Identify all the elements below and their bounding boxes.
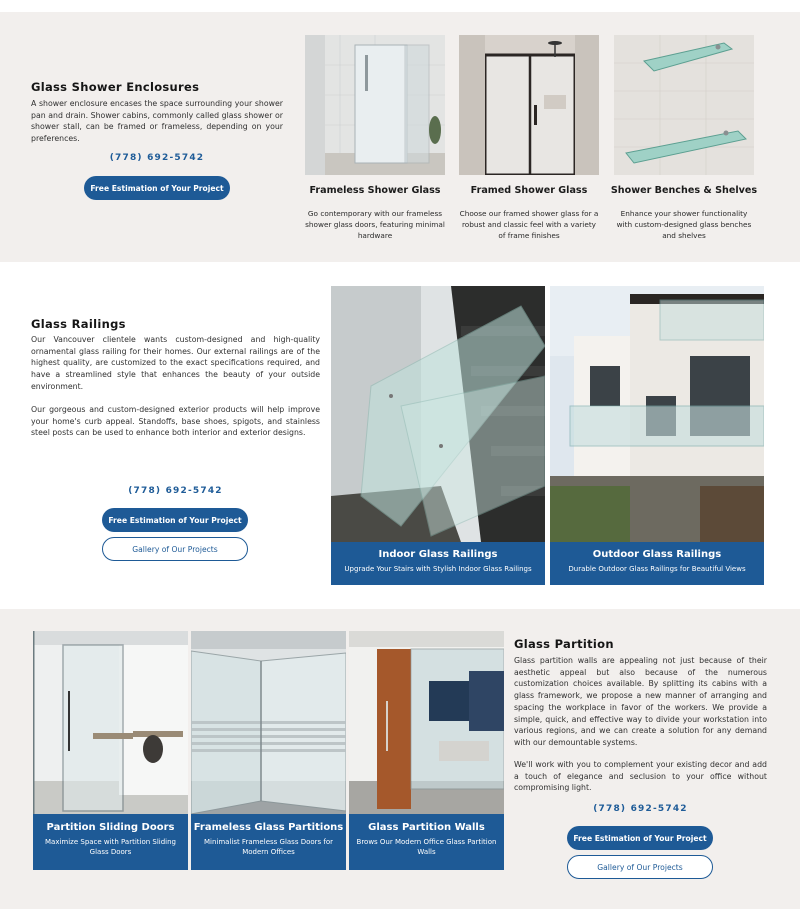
railings-paragraph-1: Our Vancouver clientele wants custom-designed and high-quality ornamental glass railing for their homes. Our external railings are of the highest quality, are customized to the exact specifications required, and have a streamlined style that enhances the beauty of your outside environment. xyxy=(31,335,320,391)
frameless-partitions-title: Frameless Glass Partitions xyxy=(193,822,344,833)
indoor-railings-title: Indoor Glass Railings xyxy=(378,549,498,560)
railings-paragraph-2: Our gorgeous and custom-designed exterior products will help improve your home's curb appeal. Standoffs, base shoes, spigots, and stainless steel posts can be used to enhance both interior and exterior designs. xyxy=(31,405,320,438)
indoor-railings-band[interactable] xyxy=(331,542,545,585)
framed-shower-image[interactable] xyxy=(459,35,599,175)
frameless-partitions-desc: Minimalist Frameless Glass Doors for Modern Offices xyxy=(203,838,334,856)
partition-walls-desc: Brows Our Modern Office Glass Partition Walls xyxy=(356,838,497,856)
partition-estimate-button[interactable]: Free Estimation of Your Project xyxy=(567,826,713,850)
shower-shelves-desc: Enhance your shower functionality with custom-designed glass benches and shelves xyxy=(616,209,752,240)
framed-shower-title[interactable]: Framed Shower Glass xyxy=(470,185,588,196)
partition-sliding-doors-image[interactable] xyxy=(33,631,188,814)
frameless-shower-title[interactable]: Frameless Shower Glass xyxy=(309,185,441,196)
outdoor-railings-image[interactable] xyxy=(550,286,764,542)
shower-title: Glass Shower Enclosures xyxy=(31,80,200,94)
railings-phone-link[interactable]: (778) 692-5742 xyxy=(128,486,223,496)
railings-title: Glass Railings xyxy=(31,317,126,331)
framed-shower-desc: Choose our framed shower glass for a robust and classic feel with a variety of frame finishes xyxy=(459,209,599,240)
shower-shelves-image[interactable] xyxy=(614,35,754,175)
partition-phone-link[interactable]: (778) 692-5742 xyxy=(593,804,688,814)
railings-section xyxy=(0,262,800,609)
partition-sliding-doors-band[interactable] xyxy=(33,814,188,870)
shower-description: A shower enclosure encases the space surrounding your shower pan and drain. Shower cabins, commonly called glass shower or shower stall, can be framed or frameless, depending on your preferences. xyxy=(31,99,283,144)
partition-sliding-doors-title: Partition Sliding Doors xyxy=(46,822,175,833)
outdoor-railings-title: Outdoor Glass Railings xyxy=(592,549,722,560)
frameless-shower-image[interactable] xyxy=(305,35,445,175)
partition-paragraph-2: We'll work with you to complement your existing decor and add a touch of elegance and seclusion to your office without compromising light. xyxy=(514,760,767,793)
partition-sliding-doors-desc: Maximize Space with Partition Sliding Glass Doors xyxy=(44,838,177,856)
railings-estimate-button[interactable]: Free Estimation of Your Project xyxy=(102,508,248,532)
shower-estimate-button[interactable]: Free Estimation of Your Project xyxy=(84,176,230,200)
shower-shelves-title[interactable]: Shower Benches & Shelves xyxy=(610,185,758,196)
frameless-shower-desc: Go contemporary with our frameless shower glass doors, featuring minimal hardware xyxy=(305,209,445,240)
partition-section xyxy=(0,609,800,909)
outdoor-railings-desc: Durable Outdoor Glass Railings for Beautiful Views xyxy=(568,565,746,573)
indoor-railings-desc: Upgrade Your Stairs with Stylish Indoor Glass Railings xyxy=(344,565,532,573)
outdoor-railings-band[interactable] xyxy=(550,542,764,585)
railings-gallery-button[interactable]: Gallery of Our Projects xyxy=(102,537,248,561)
indoor-railings-image[interactable] xyxy=(331,286,545,542)
partition-gallery-button[interactable]: Gallery of Our Projects xyxy=(567,855,713,879)
shower-section xyxy=(0,12,800,262)
partition-paragraph-1: Glass partition walls are appealing not just because of their aesthetic appeal but also because of the numerous customization choices available. By splitting its cabins with a glass framework, we propose a new manner of arranging and spacing the workplace in favor of the workers. We provide a simple, quick, and effective way to divide your workstation into various regions, and we can create a solution for any demand with our demountable systems. xyxy=(514,656,767,747)
partition-walls-title: Glass Partition Walls xyxy=(368,822,485,833)
partition-walls-band[interactable] xyxy=(349,814,504,870)
frameless-partitions-image[interactable] xyxy=(191,631,346,814)
partition-walls-image[interactable] xyxy=(349,631,504,814)
frameless-partitions-band[interactable] xyxy=(191,814,346,870)
shower-phone-link[interactable]: (778) 692-5742 xyxy=(109,153,205,163)
partition-title: Glass Partition xyxy=(514,637,614,651)
